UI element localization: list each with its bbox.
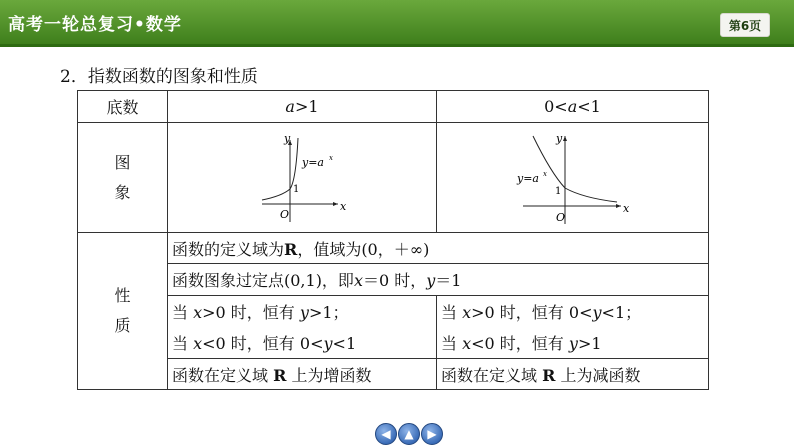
table-row: [78, 91, 709, 123]
next-page-button[interactable]: [421, 423, 443, 445]
table-row: [78, 359, 709, 390]
table-row: [78, 264, 709, 296]
home-button[interactable]: [398, 423, 420, 445]
decreasing-positive-x-cell: 当 x>0 时，恒有 0<y<1；: [437, 296, 709, 327]
increasing-negative-x-cell: 当 x<0 时，恒有 0<y<1: [168, 327, 437, 359]
course-title: 高考一轮总复习•数学: [8, 15, 182, 35]
svg-text:O: O: [280, 207, 290, 221]
chevron-up-icon: ▲: [404, 427, 414, 441]
decreasing-negative-x-cell: 当 x<0 时，恒有 y>1: [437, 327, 709, 359]
chevron-left-icon: ◀: [381, 427, 391, 441]
table-row: [78, 296, 709, 327]
svg-text:y=a: y=a: [516, 171, 539, 185]
svg-text:x: x: [622, 201, 629, 215]
table-row: [78, 123, 709, 233]
col-a-gt-1-header: a>1: [168, 91, 437, 123]
increasing-monotonic-cell: 函数在定义域 R 上为增函数: [168, 359, 437, 390]
svg-text:O: O: [555, 210, 565, 224]
svg-text:y: y: [284, 131, 291, 145]
top-bar: [0, 0, 794, 47]
svg-text:x: x: [329, 153, 333, 162]
svg-text:x: x: [542, 169, 547, 178]
svg-text:y: y: [555, 131, 562, 145]
graph-decreasing-cell: [437, 123, 709, 233]
chevron-right-icon: ▶: [427, 427, 437, 441]
table-row: [78, 233, 709, 264]
increasing-exponential-graph: [252, 130, 352, 226]
table-row: [78, 327, 709, 359]
col-a-lt-1-header: 0<a<1: [437, 91, 709, 123]
base-header-cell: 底数: [78, 91, 168, 123]
increasing-positive-x-cell: 当 x>0 时，恒有 y>1；: [168, 296, 437, 327]
decreasing-exponential-graph: [513, 128, 633, 228]
domain-range-cell: 函数的定义域为R，值域为(0，＋∞): [168, 233, 709, 264]
exponential-properties-table: [77, 90, 709, 390]
prev-page-button[interactable]: [375, 423, 397, 445]
section-heading: 2．指数函数的图象和性质: [60, 67, 258, 87]
svg-text:x: x: [340, 199, 347, 213]
svg-text:y=a: y=a: [302, 155, 324, 169]
graph-increasing-cell: [168, 123, 437, 233]
graph-row-label: 图 象: [78, 123, 168, 233]
svg-text:1: 1: [293, 183, 300, 195]
fixed-point-cell: 函数图象过定点(0,1)，即x＝0 时，y＝1: [168, 264, 709, 296]
properties-row-label: 性 质: [78, 233, 168, 390]
decreasing-monotonic-cell: 函数在定义域 R 上为减函数: [437, 359, 709, 390]
svg-text:1: 1: [554, 185, 561, 197]
page-number-badge: 第6页: [720, 13, 770, 37]
